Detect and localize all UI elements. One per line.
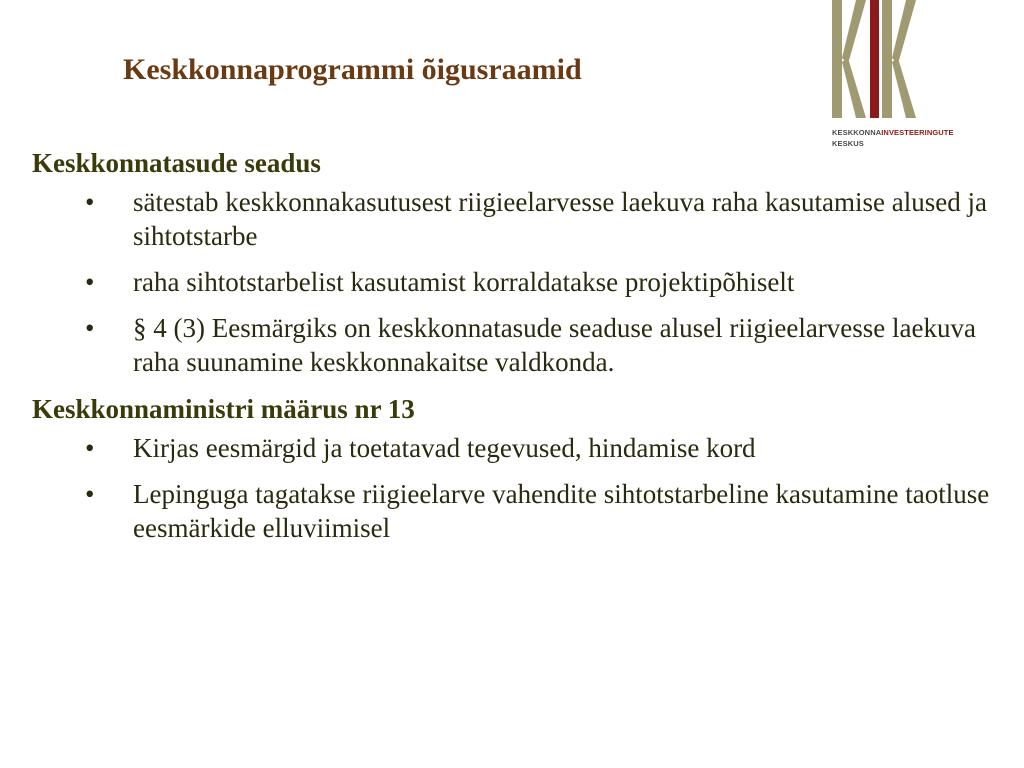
kik-logo <box>826 0 976 155</box>
slide-title: Keskkonnaprogrammi õigusraamid <box>123 53 582 86</box>
bullet-icon: • <box>85 433 95 463</box>
section-heading-maarus: Keskkonnaministri määrus nr 13 <box>32 394 415 424</box>
bullet-list-keskkonnatasude <box>32 185 992 379</box>
slide-content <box>32 145 992 557</box>
logo-text-line1-b: INVESTEERINGUTE <box>881 128 954 137</box>
list-item-text: sätestab keskkonnakasutusest riigieelarvesse laekuva raha kasutamise alused ja sihtotstarbe <box>133 187 987 251</box>
bullet-list-maarus <box>32 431 992 545</box>
list-item-text: § 4 (3) Eesmärgiks on keskkonnatasude seaduse alusel riigieelarvesse laekuva raha suunamine keskkonnakaitse valdkonda. <box>133 313 976 377</box>
logo-text-line1-a: KESKKONNA <box>832 128 882 137</box>
list-item-text: Kirjas eesmärgid ja toetatavad tegevused, hindamise kord <box>133 433 756 463</box>
list-item <box>32 185 992 253</box>
bullet-icon: • <box>85 267 95 297</box>
list-item <box>32 477 992 545</box>
list-item <box>32 311 992 379</box>
list-item-text: raha sihtotstarbelist kasutamist korraldatakse projektipõhiselt <box>133 267 795 297</box>
logo-text-line2: KESKUS <box>832 139 864 148</box>
list-item <box>32 265 992 299</box>
list-item-text: Lepinguga tagatakse riigieelarve vahendite sihtotstarbeline kasutamine taotluse eesmärkide elluviimisel <box>133 479 990 543</box>
bullet-icon: • <box>85 187 95 217</box>
section-heading-keskkonnatasude: Keskkonnatasude seadus <box>32 148 321 178</box>
list-item <box>32 431 992 465</box>
bullet-icon: • <box>85 313 95 343</box>
kik-logo-mark <box>826 0 976 125</box>
bullet-icon: • <box>85 479 95 509</box>
